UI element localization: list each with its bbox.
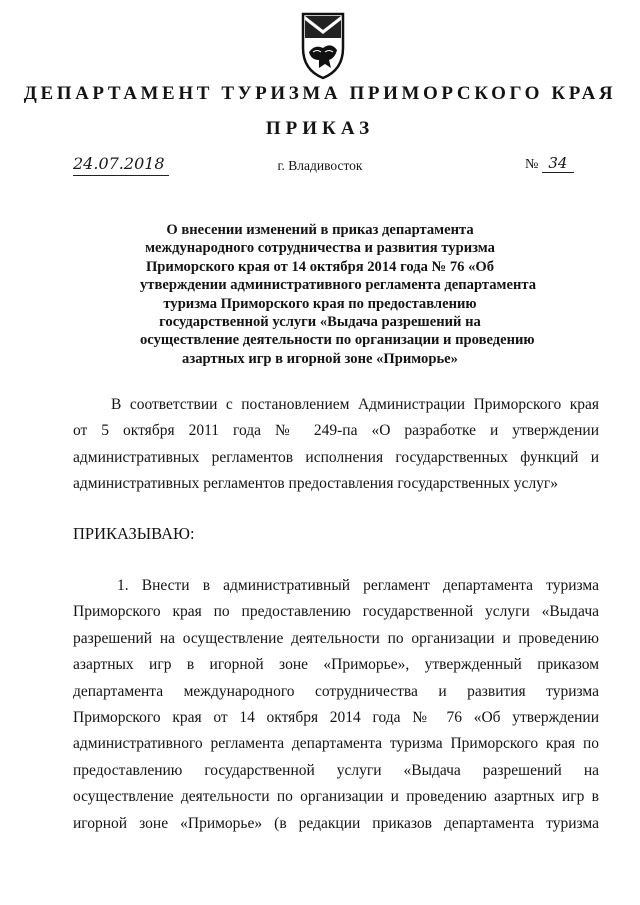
- subject-line: осуществление деятельности по организации и проведению: [140, 332, 535, 349]
- item-1-line: Приморского края от 14 октября 2014 года № 76 «Об утверждении: [73, 708, 599, 726]
- subject-line: утверждении административного регламента департамента: [140, 277, 537, 294]
- preamble-line: от 5 октября 2011 года № 249-па «О разработке и утверждении: [73, 422, 599, 440]
- preamble-line: административных регламентов исполнения государственных функций и: [73, 448, 599, 466]
- preamble-line: В соответствии с постановлением Администрации Приморского края: [111, 396, 599, 413]
- item-1-line: административного регламента департамента туризма Приморского края по: [73, 735, 599, 753]
- item-1-line: департамента международного сотрудничества и развития туризма: [73, 682, 599, 700]
- document-type-title: ПРИКАЗ: [265, 118, 375, 139]
- subject-line: международного сотрудничества и развития туризма: [145, 240, 495, 257]
- order-number: [525, 154, 574, 173]
- subject-line: азартных игр в игорной зоне «Приморье»: [182, 350, 458, 367]
- item-1-line: 1. Внести в административный регламент департамента туризма: [117, 577, 599, 594]
- order-subject: [140, 221, 537, 368]
- item-1-line: предоставлению государственной услуги «Выдача разрешений на: [73, 761, 599, 779]
- order-number-handwritten: 34: [542, 154, 574, 173]
- decree-word: ПРИКАЗЫВАЮ:: [73, 524, 195, 543]
- order-date-handwritten: 24.07.2018: [73, 154, 165, 173]
- item-1-line: азартных игр в игорной зоне «Приморье», утвержденный приказом: [73, 656, 599, 674]
- preamble-line: административных регламентов предоставления государственных услуг»: [73, 475, 559, 493]
- coat-of-arms-icon: [297, 8, 349, 80]
- department-name: ДЕПАРТАМЕНТ ТУРИЗМА ПРИМОРСКОГО КРАЯ: [23, 83, 617, 104]
- order-city: г. Владивосток: [277, 158, 363, 173]
- item-1-line: осуществление деятельности по организации и проведению азартных игр в: [73, 788, 599, 806]
- subject-line: туризма Приморского края по предоставлению: [163, 295, 477, 312]
- item-1-paragraph: [73, 573, 599, 837]
- item-1-line: Приморского края по предоставлению государственной услуги «Выдача: [73, 603, 599, 621]
- subject-line: О внесении изменений в приказ департамента: [166, 222, 474, 238]
- subject-line: Приморского края от 14 октября 2014 года № 76 «Об: [145, 258, 495, 275]
- preamble-paragraph: [73, 392, 599, 498]
- subject-line: государственной услуги «Выдача разрешений на: [159, 314, 481, 331]
- order-number-prefix: №: [525, 157, 539, 172]
- item-1-line: разрешений на осуществление деятельности по организации и проведению: [73, 629, 599, 647]
- item-1-line: игорной зоне «Приморье» (в редакции приказов департамента туризма: [73, 814, 599, 832]
